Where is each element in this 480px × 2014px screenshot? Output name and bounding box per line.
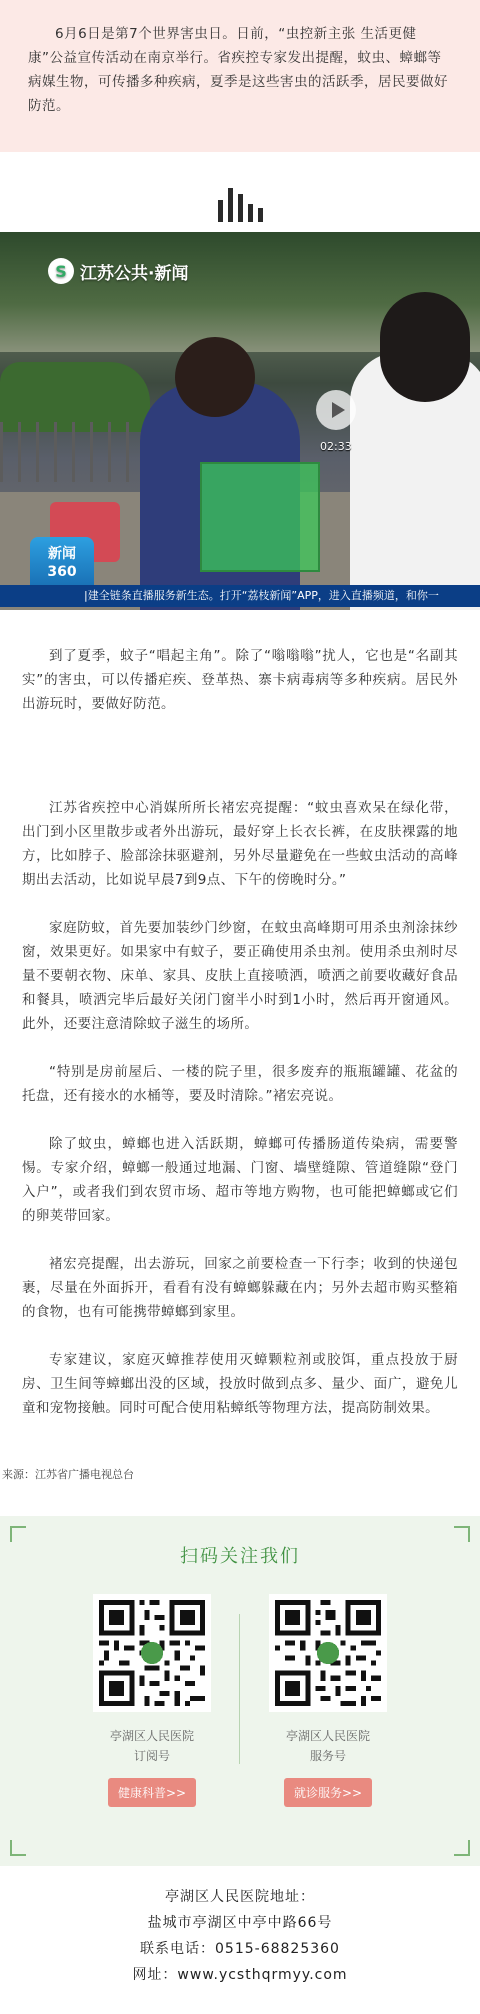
qr-name: 亭湖区人民医院 [285, 1729, 370, 1743]
article-paragraph: 专家建议，家庭灭蟑推荐使用灭蟑颗粒剂或胶饵，重点投放于厨房、卫生间等蟑螂出没的区域，投放时做到点多、量少、面广，避免儿童和宠物接触。同时可配合使用粘蟑纸等物理方法，提高防制效果。 [22, 1352, 458, 1416]
audio-bars-icon [0, 188, 480, 222]
qr-service [248, 1594, 408, 1807]
channel-logo: S 江苏公共·新闻 [48, 258, 188, 284]
qr-divider [239, 1614, 240, 1764]
qr-subscription [72, 1594, 232, 1807]
news360-logo: 新闻 360 [30, 537, 94, 593]
footer-website[interactable]: 网址：www.ycsthqrmyy.com [132, 1967, 348, 1983]
source-credit: 来源：江苏省广播电视总台 [2, 1468, 134, 1481]
qr-panel [0, 1516, 480, 1866]
health-science-button[interactable]: 健康科普>> [108, 1778, 196, 1807]
article-paragraph: 家庭防蚊，首先要加装纱门纱窗，在蚊虫高峰期可用杀虫剂涂抹纱窗，效果更好。如果家中有蚊子，要正确使用杀虫剂。使用杀虫剂时尽量不要朝衣物、床单、家具、皮肤上直接喷洒，喷洒之前要收藏好食品和餐具，喷洒完毕后最好关闭门窗半小时到1小时，然后再开窗通风。此外，还要注意清除蚊子滋生的场所。 [22, 920, 458, 1032]
intro-box [0, 0, 480, 152]
footer-phone: 联系电话：0515-68825360 [140, 1941, 340, 1957]
qr-type: 服务号 [309, 1749, 346, 1763]
qr-name: 亭湖区人民医院 [109, 1729, 194, 1743]
footer-address-label: 亭湖区人民医院地址： [165, 1889, 315, 1905]
qr-type: 订阅号 [133, 1749, 170, 1763]
footer-address: 盐城市亭湖区中亭中路66号 [147, 1915, 333, 1931]
play-button[interactable] [316, 390, 356, 430]
hospital-footer [0, 1866, 480, 1988]
article-paragraph: “特别是房前屋后、一楼的院子里，很多废弃的瓶瓶罐罐、花盆的托盘，还有接水的水桶等，要及时清除。”褚宏亮说。 [22, 1064, 458, 1104]
medical-service-button[interactable]: 就诊服务>> [284, 1778, 372, 1807]
video-player[interactable] [0, 232, 480, 610]
qr-title: 扫码关注我们 [180, 1546, 300, 1567]
article-paragraph: 褚宏亮提醒，出去游玩，回家之前要检查一下行李；收到的快递包裹，尽量在外面拆开，看看有没有蟑螂躲藏在内；另外去超市购买整箱的食物，也有可能携带蟑螂到家里。 [22, 1256, 458, 1320]
qr-code-icon[interactable] [269, 1594, 387, 1712]
video-duration: 02:33 [320, 440, 352, 453]
article-paragraph: 到了夏季，蚊子“唱起主角”。除了“嗡嗡嗡”扰人，它也是“名副其实”的害虫，可以传播疟疾、登革热、寨卡病毒病等多种疾病。居民外出游玩时，要做好防范。 [22, 648, 458, 712]
article-paragraph: 江苏省疾控中心消媒所所长褚宏亮提醒：“蚊虫喜欢呆在绿化带，出门到小区里散步或者外出游玩，最好穿上长衣长裤，在皮肤裸露的地方，比如脖子、脸部涂抹驱避剂，另外尽量避免在一些蚊虫活动的高峰期出去活动，比如说早晨7到9点、下午的傍晚时分。” [22, 800, 458, 888]
article-paragraph: 除了蚊虫，蟑螂也进入活跃期，蟑螂可传播肠道传染病，需要警惕。专家介绍，蟑螂一般通过地漏、门窗、墙壁缝隙、管道缝隙“登门入户”，或者我们到农贸市场、超市等地方购物，也可能把蟑螂或它们的卵荚带回家。 [22, 1136, 458, 1224]
news-ticker: |建全链条直播服务新生态。打开“荔枝新闻”APP，进入直播频道，和你一 [0, 585, 480, 607]
channel-logo-icon: S [48, 258, 74, 284]
qr-code-icon[interactable] [93, 1594, 211, 1712]
intro-text: 6月6日是第7个世界害虫日。日前，“虫控新主张 生活更健康”公益宣传活动在南京举行。省疾控专家发出提醒，蚊虫、蟑螂等病媒生物，可传播多种疾病，夏季是这些害虫的活跃季，居民要做好防范。 [28, 26, 448, 114]
article-body [0, 610, 480, 1420]
